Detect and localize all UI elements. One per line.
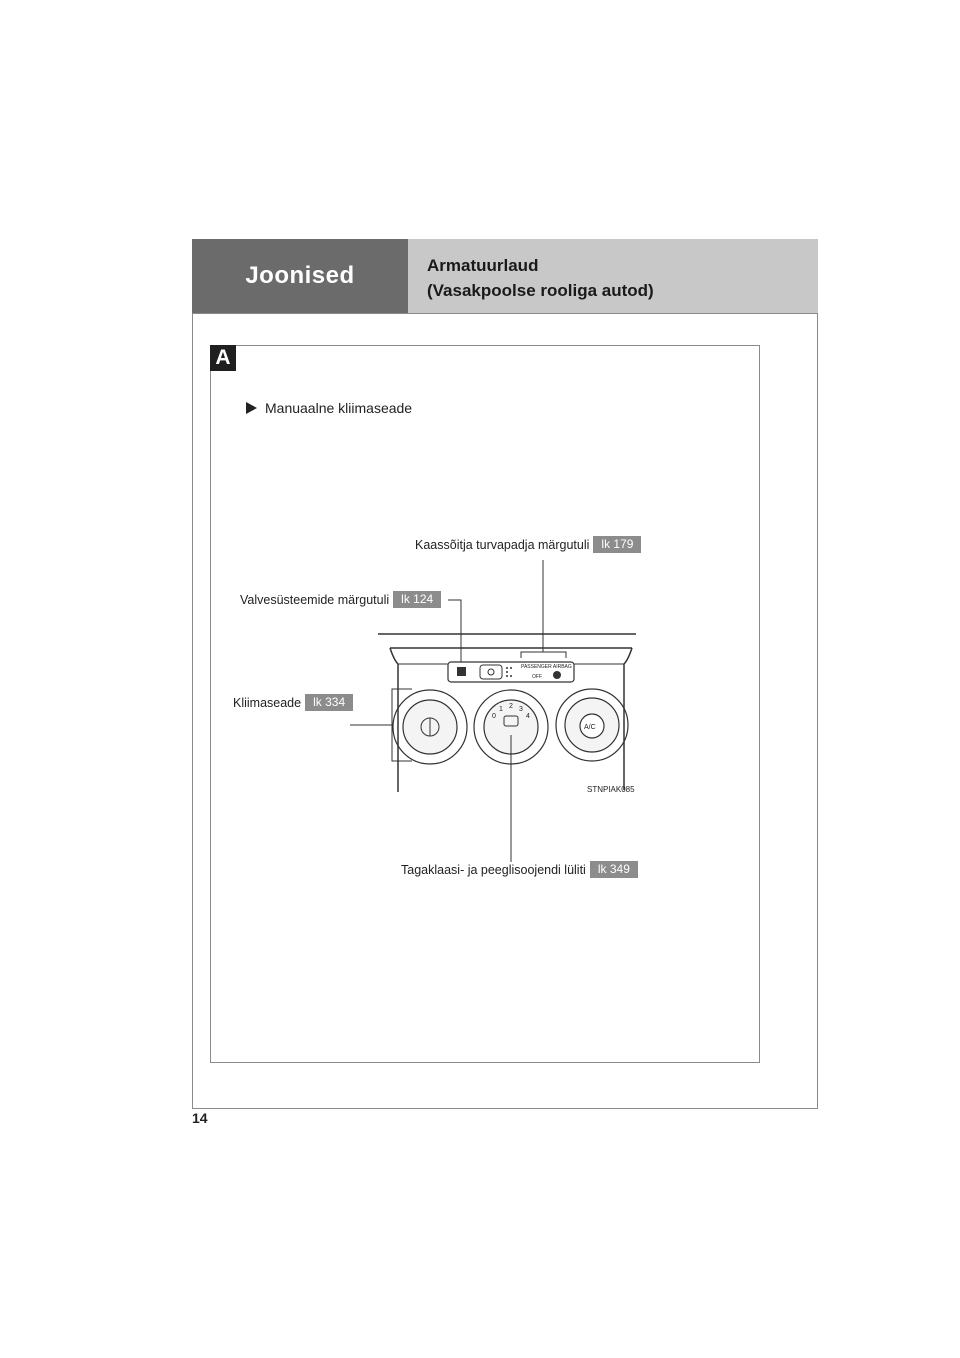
fan-speed-2: 2 (509, 703, 513, 710)
airbag-indicator-icon (553, 671, 561, 679)
page-reference[interactable]: lk 349 (590, 861, 638, 878)
image-code: STNPIAK085 (587, 785, 635, 794)
callout-climate-control (233, 694, 353, 711)
fan-speed-0: 0 (492, 713, 496, 720)
page-title-line1: Armatuurlaud (427, 256, 539, 275)
security-indicator-icon (457, 667, 466, 676)
callout-passenger-airbag (415, 536, 641, 553)
section-badge: A (210, 345, 236, 371)
callout-rear-defogger (401, 861, 638, 878)
section-tab-label: Joonised (245, 262, 355, 289)
fan-speed-1: 1 (499, 706, 503, 713)
fan-speed-4: 4 (526, 713, 530, 720)
airbag-off-label: OFF (532, 674, 542, 680)
callout-label: Kliimaseade (233, 695, 302, 710)
page-reference[interactable]: lk 179 (593, 536, 641, 553)
callout-label: Tagaklaasi- ja peeglisoojendi lüliti (401, 862, 586, 877)
callout-security-indicator (240, 591, 441, 608)
airbag-bracket (521, 652, 566, 658)
security-leader-line (448, 600, 461, 662)
callout-label: Kaassõitja turvapadja märgutuli (415, 537, 590, 552)
subtitle-text: Manuaalne kliimaseade (265, 400, 413, 416)
callout-label: Valvesüsteemide märgutuli (240, 592, 390, 607)
page-reference[interactable]: lk 334 (305, 694, 353, 711)
passenger-airbag-label: PASSENGER AIRBAG (521, 664, 572, 670)
fan-speed-3: 3 (519, 706, 523, 713)
page-title-line2: (Vasakpoolse rooliga autod) (427, 281, 654, 300)
page-number: 14 (192, 1110, 208, 1126)
ac-label: A/C (584, 724, 596, 731)
page-reference[interactable]: lk 124 (393, 591, 441, 608)
